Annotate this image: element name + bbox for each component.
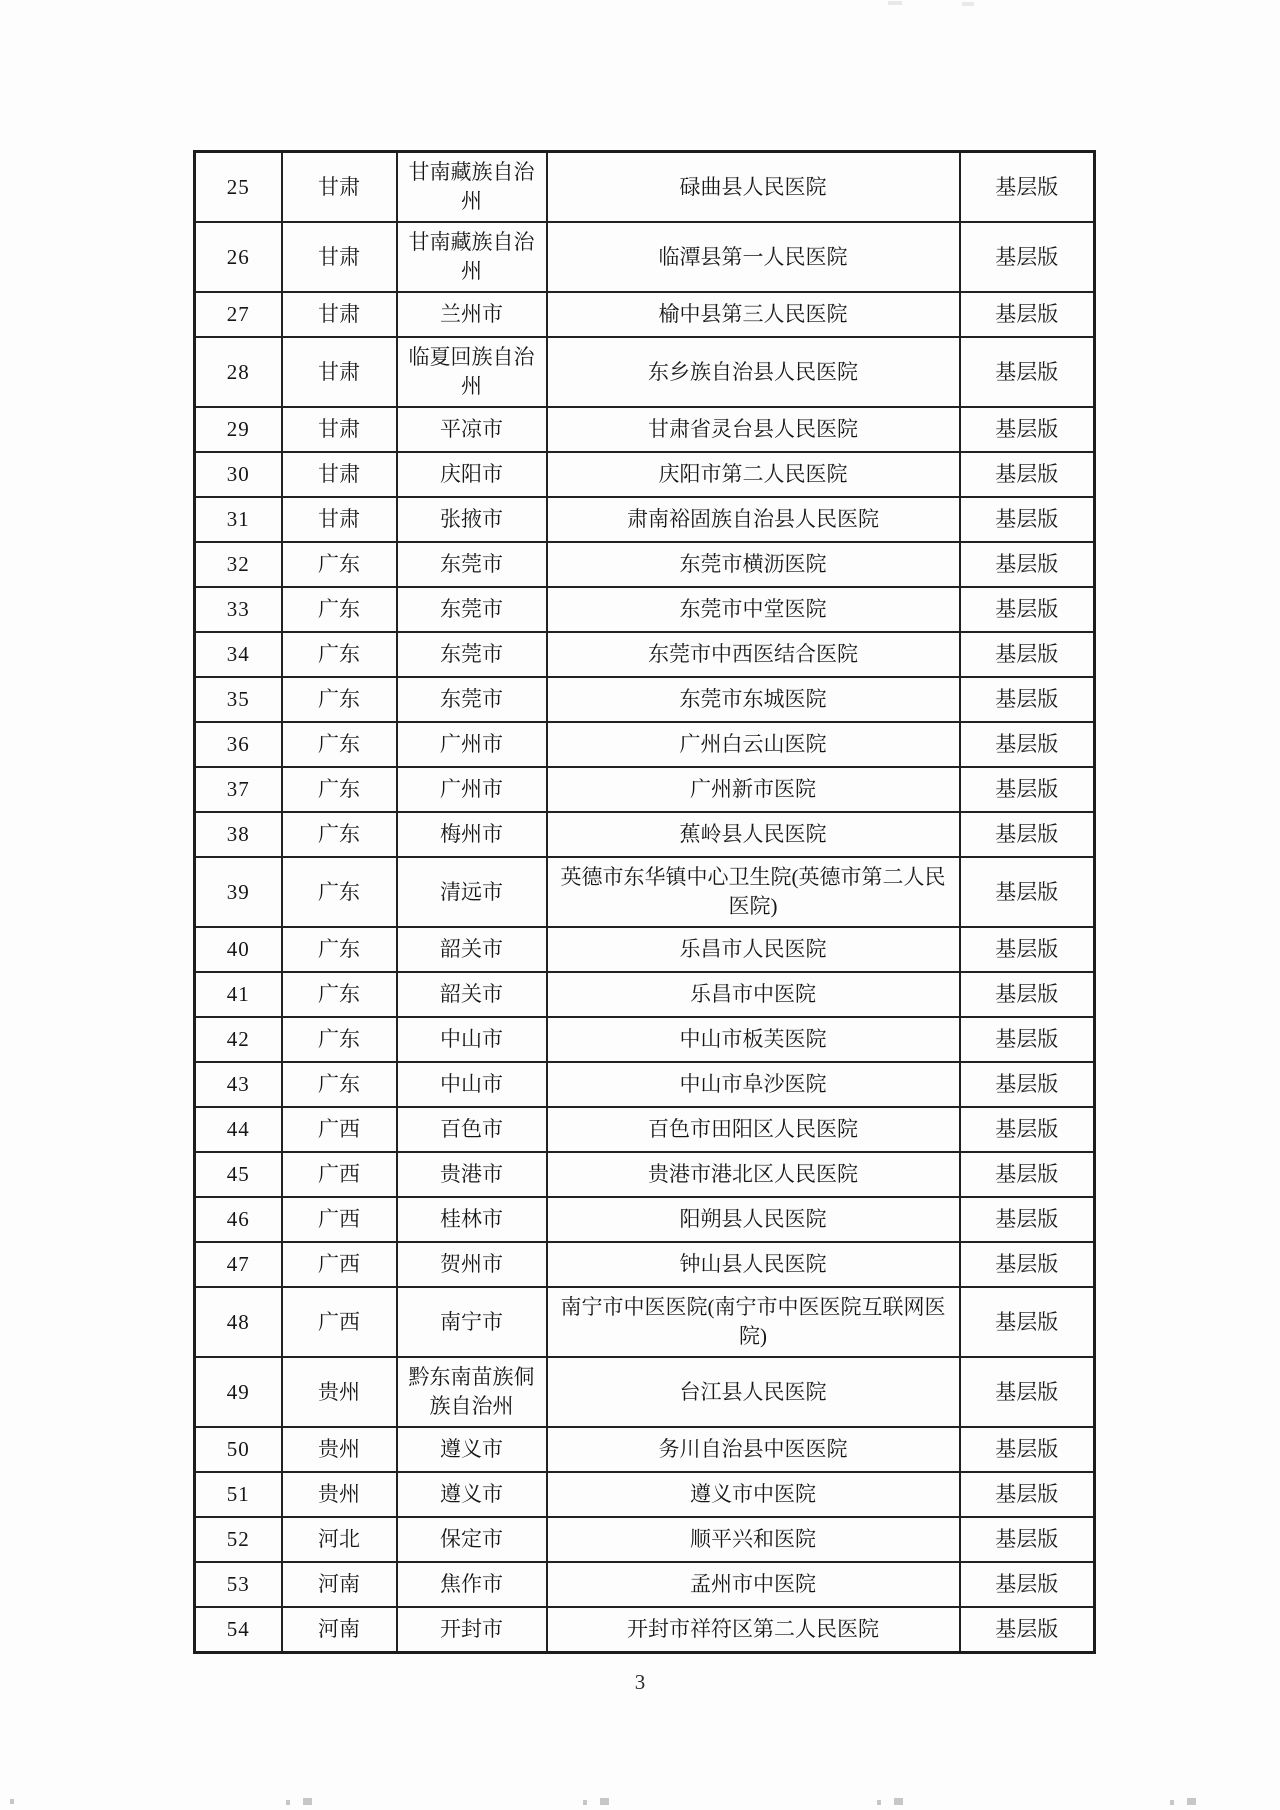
province-cell: 广东 bbox=[282, 722, 397, 767]
table-row bbox=[195, 1152, 1095, 1197]
version-cell: 基层版 bbox=[960, 152, 1095, 223]
city-cell: 桂林市 bbox=[397, 1197, 547, 1242]
table-row bbox=[195, 542, 1095, 587]
version-cell: 基层版 bbox=[960, 677, 1095, 722]
row-number-cell: 38 bbox=[195, 812, 282, 857]
hospital-cell: 广州白云山医院 bbox=[547, 722, 960, 767]
province-cell: 广西 bbox=[282, 1152, 397, 1197]
row-number-cell: 32 bbox=[195, 542, 282, 587]
province-cell: 甘肃 bbox=[282, 292, 397, 337]
hospital-cell: 中山市板芙医院 bbox=[547, 1017, 960, 1062]
city-cell: 南宁市 bbox=[397, 1287, 547, 1357]
row-number-cell: 44 bbox=[195, 1107, 282, 1152]
hospital-cell: 贵港市港北区人民医院 bbox=[547, 1152, 960, 1197]
city-cell: 甘南藏族自治州 bbox=[397, 222, 547, 292]
version-cell: 基层版 bbox=[960, 1357, 1095, 1427]
province-cell: 广西 bbox=[282, 1197, 397, 1242]
province-cell: 广东 bbox=[282, 587, 397, 632]
row-number-cell: 27 bbox=[195, 292, 282, 337]
province-cell: 甘肃 bbox=[282, 337, 397, 407]
row-number-cell: 48 bbox=[195, 1287, 282, 1357]
row-number-cell: 31 bbox=[195, 497, 282, 542]
city-cell: 张掖市 bbox=[397, 497, 547, 542]
scan-artifact bbox=[286, 1800, 290, 1805]
hospital-cell: 临潭县第一人民医院 bbox=[547, 222, 960, 292]
scan-artifact bbox=[583, 1800, 587, 1805]
table-row bbox=[195, 587, 1095, 632]
version-cell: 基层版 bbox=[960, 632, 1095, 677]
table-row bbox=[195, 452, 1095, 497]
version-cell: 基层版 bbox=[960, 452, 1095, 497]
table-row bbox=[195, 1107, 1095, 1152]
row-number-cell: 42 bbox=[195, 1017, 282, 1062]
row-number-cell: 40 bbox=[195, 927, 282, 972]
hospital-cell: 东莞市横沥医院 bbox=[547, 542, 960, 587]
scan-artifact bbox=[894, 1798, 903, 1805]
version-cell: 基层版 bbox=[960, 1242, 1095, 1287]
table-row bbox=[195, 1242, 1095, 1287]
city-cell: 东莞市 bbox=[397, 677, 547, 722]
city-cell: 黔东南苗族侗族自治州 bbox=[397, 1357, 547, 1427]
hospital-cell: 南宁市中医医院(南宁市中医医院互联网医院) bbox=[547, 1287, 960, 1357]
version-cell: 基层版 bbox=[960, 857, 1095, 927]
city-cell: 遵义市 bbox=[397, 1472, 547, 1517]
hospital-cell: 开封市祥符区第二人民医院 bbox=[547, 1607, 960, 1653]
city-cell: 开封市 bbox=[397, 1607, 547, 1653]
hospital-cell: 务川自治县中医医院 bbox=[547, 1427, 960, 1472]
hospital-cell: 东莞市中西医结合医院 bbox=[547, 632, 960, 677]
hospital-table-body bbox=[195, 152, 1095, 1653]
hospital-cell: 孟州市中医院 bbox=[547, 1562, 960, 1607]
city-cell: 保定市 bbox=[397, 1517, 547, 1562]
hospital-cell: 榆中县第三人民医院 bbox=[547, 292, 960, 337]
province-cell: 广东 bbox=[282, 1017, 397, 1062]
version-cell: 基层版 bbox=[960, 222, 1095, 292]
scan-artifact bbox=[1170, 1800, 1174, 1805]
hospital-cell: 钟山县人民医院 bbox=[547, 1242, 960, 1287]
province-cell: 广东 bbox=[282, 927, 397, 972]
scan-artifact bbox=[877, 1800, 881, 1805]
table-row bbox=[195, 497, 1095, 542]
table-row bbox=[195, 152, 1095, 223]
table-row bbox=[195, 632, 1095, 677]
hospital-cell: 阳朔县人民医院 bbox=[547, 1197, 960, 1242]
row-number-cell: 51 bbox=[195, 1472, 282, 1517]
row-number-cell: 43 bbox=[195, 1062, 282, 1107]
table-row bbox=[195, 1357, 1095, 1427]
province-cell: 河南 bbox=[282, 1607, 397, 1653]
city-cell: 甘南藏族自治州 bbox=[397, 152, 547, 223]
city-cell: 庆阳市 bbox=[397, 452, 547, 497]
row-number-cell: 47 bbox=[195, 1242, 282, 1287]
hospital-cell: 乐昌市中医院 bbox=[547, 972, 960, 1017]
city-cell: 中山市 bbox=[397, 1062, 547, 1107]
row-number-cell: 26 bbox=[195, 222, 282, 292]
scan-artifact bbox=[10, 1799, 14, 1804]
table-row bbox=[195, 722, 1095, 767]
city-cell: 兰州市 bbox=[397, 292, 547, 337]
version-cell: 基层版 bbox=[960, 1287, 1095, 1357]
version-cell: 基层版 bbox=[960, 542, 1095, 587]
row-number-cell: 46 bbox=[195, 1197, 282, 1242]
scan-artifact bbox=[962, 2, 974, 6]
table-row bbox=[195, 1197, 1095, 1242]
scan-artifact bbox=[888, 1, 902, 5]
version-cell: 基层版 bbox=[960, 972, 1095, 1017]
table-row bbox=[195, 927, 1095, 972]
province-cell: 广东 bbox=[282, 767, 397, 812]
hospital-cell: 乐昌市人民医院 bbox=[547, 927, 960, 972]
row-number-cell: 34 bbox=[195, 632, 282, 677]
version-cell: 基层版 bbox=[960, 1017, 1095, 1062]
table-row bbox=[195, 1562, 1095, 1607]
table-row bbox=[195, 1017, 1095, 1062]
hospital-cell: 百色市田阳区人民医院 bbox=[547, 1107, 960, 1152]
hospital-cell: 广州新市医院 bbox=[547, 767, 960, 812]
row-number-cell: 41 bbox=[195, 972, 282, 1017]
city-cell: 广州市 bbox=[397, 767, 547, 812]
city-cell: 百色市 bbox=[397, 1107, 547, 1152]
hospital-cell: 蕉岭县人民医院 bbox=[547, 812, 960, 857]
hospital-table bbox=[193, 150, 1096, 1654]
row-number-cell: 45 bbox=[195, 1152, 282, 1197]
province-cell: 广东 bbox=[282, 812, 397, 857]
city-cell: 韶关市 bbox=[397, 972, 547, 1017]
province-cell: 广东 bbox=[282, 857, 397, 927]
table-row bbox=[195, 1062, 1095, 1107]
table-row bbox=[195, 812, 1095, 857]
version-cell: 基层版 bbox=[960, 927, 1095, 972]
table-row bbox=[195, 677, 1095, 722]
province-cell: 河北 bbox=[282, 1517, 397, 1562]
row-number-cell: 30 bbox=[195, 452, 282, 497]
version-cell: 基层版 bbox=[960, 1562, 1095, 1607]
city-cell: 清远市 bbox=[397, 857, 547, 927]
version-cell: 基层版 bbox=[960, 1197, 1095, 1242]
city-cell: 临夏回族自治州 bbox=[397, 337, 547, 407]
table-row bbox=[195, 407, 1095, 452]
province-cell: 广东 bbox=[282, 632, 397, 677]
city-cell: 贺州市 bbox=[397, 1242, 547, 1287]
hospital-cell: 英德市东华镇中心卫生院(英德市第二人民医院) bbox=[547, 857, 960, 927]
city-cell: 广州市 bbox=[397, 722, 547, 767]
table-row bbox=[195, 972, 1095, 1017]
row-number-cell: 50 bbox=[195, 1427, 282, 1472]
province-cell: 甘肃 bbox=[282, 152, 397, 223]
table-row bbox=[195, 1427, 1095, 1472]
province-cell: 贵州 bbox=[282, 1357, 397, 1427]
scan-artifact bbox=[303, 1798, 312, 1805]
version-cell: 基层版 bbox=[960, 1607, 1095, 1653]
province-cell: 广西 bbox=[282, 1107, 397, 1152]
version-cell: 基层版 bbox=[960, 1472, 1095, 1517]
city-cell: 东莞市 bbox=[397, 632, 547, 677]
hospital-cell: 中山市阜沙医院 bbox=[547, 1062, 960, 1107]
table-row bbox=[195, 292, 1095, 337]
city-cell: 中山市 bbox=[397, 1017, 547, 1062]
version-cell: 基层版 bbox=[960, 1062, 1095, 1107]
hospital-cell: 东乡族自治县人民医院 bbox=[547, 337, 960, 407]
table-row bbox=[195, 1287, 1095, 1357]
row-number-cell: 53 bbox=[195, 1562, 282, 1607]
table-row bbox=[195, 767, 1095, 812]
city-cell: 梅州市 bbox=[397, 812, 547, 857]
version-cell: 基层版 bbox=[960, 587, 1095, 632]
city-cell: 焦作市 bbox=[397, 1562, 547, 1607]
version-cell: 基层版 bbox=[960, 767, 1095, 812]
table-row bbox=[195, 1517, 1095, 1562]
city-cell: 遵义市 bbox=[397, 1427, 547, 1472]
row-number-cell: 52 bbox=[195, 1517, 282, 1562]
hospital-cell: 碌曲县人民医院 bbox=[547, 152, 960, 223]
hospital-cell: 东莞市中堂医院 bbox=[547, 587, 960, 632]
row-number-cell: 28 bbox=[195, 337, 282, 407]
version-cell: 基层版 bbox=[960, 292, 1095, 337]
city-cell: 贵港市 bbox=[397, 1152, 547, 1197]
scan-artifact bbox=[600, 1798, 609, 1805]
province-cell: 甘肃 bbox=[282, 407, 397, 452]
province-cell: 广西 bbox=[282, 1287, 397, 1357]
hospital-cell: 东莞市东城医院 bbox=[547, 677, 960, 722]
city-cell: 韶关市 bbox=[397, 927, 547, 972]
row-number-cell: 49 bbox=[195, 1357, 282, 1427]
page-number: 3 bbox=[634, 1670, 646, 1694]
version-cell: 基层版 bbox=[960, 407, 1095, 452]
version-cell: 基层版 bbox=[960, 1152, 1095, 1197]
province-cell: 广东 bbox=[282, 972, 397, 1017]
province-cell: 甘肃 bbox=[282, 452, 397, 497]
city-cell: 平凉市 bbox=[397, 407, 547, 452]
hospital-cell: 肃南裕固族自治县人民医院 bbox=[547, 497, 960, 542]
province-cell: 甘肃 bbox=[282, 222, 397, 292]
row-number-cell: 39 bbox=[195, 857, 282, 927]
province-cell: 广东 bbox=[282, 677, 397, 722]
hospital-cell: 庆阳市第二人民医院 bbox=[547, 452, 960, 497]
province-cell: 广东 bbox=[282, 542, 397, 587]
hospital-cell: 遵义市中医院 bbox=[547, 1472, 960, 1517]
province-cell: 贵州 bbox=[282, 1427, 397, 1472]
province-cell: 贵州 bbox=[282, 1472, 397, 1517]
table-row bbox=[195, 337, 1095, 407]
row-number-cell: 25 bbox=[195, 152, 282, 223]
version-cell: 基层版 bbox=[960, 497, 1095, 542]
table-row bbox=[195, 857, 1095, 927]
province-cell: 河南 bbox=[282, 1562, 397, 1607]
hospital-cell: 甘肃省灵台县人民医院 bbox=[547, 407, 960, 452]
province-cell: 甘肃 bbox=[282, 497, 397, 542]
version-cell: 基层版 bbox=[960, 722, 1095, 767]
scan-artifact bbox=[1187, 1798, 1196, 1805]
row-number-cell: 29 bbox=[195, 407, 282, 452]
version-cell: 基层版 bbox=[960, 337, 1095, 407]
row-number-cell: 36 bbox=[195, 722, 282, 767]
version-cell: 基层版 bbox=[960, 1427, 1095, 1472]
row-number-cell: 37 bbox=[195, 767, 282, 812]
row-number-cell: 54 bbox=[195, 1607, 282, 1653]
row-number-cell: 33 bbox=[195, 587, 282, 632]
table-row bbox=[195, 1607, 1095, 1653]
row-number-cell: 35 bbox=[195, 677, 282, 722]
hospital-cell: 顺平兴和医院 bbox=[547, 1517, 960, 1562]
version-cell: 基层版 bbox=[960, 812, 1095, 857]
province-cell: 广西 bbox=[282, 1242, 397, 1287]
city-cell: 东莞市 bbox=[397, 587, 547, 632]
city-cell: 东莞市 bbox=[397, 542, 547, 587]
province-cell: 广东 bbox=[282, 1062, 397, 1107]
table-row bbox=[195, 222, 1095, 292]
version-cell: 基层版 bbox=[960, 1517, 1095, 1562]
table-row bbox=[195, 1472, 1095, 1517]
hospital-cell: 台江县人民医院 bbox=[547, 1357, 960, 1427]
version-cell: 基层版 bbox=[960, 1107, 1095, 1152]
